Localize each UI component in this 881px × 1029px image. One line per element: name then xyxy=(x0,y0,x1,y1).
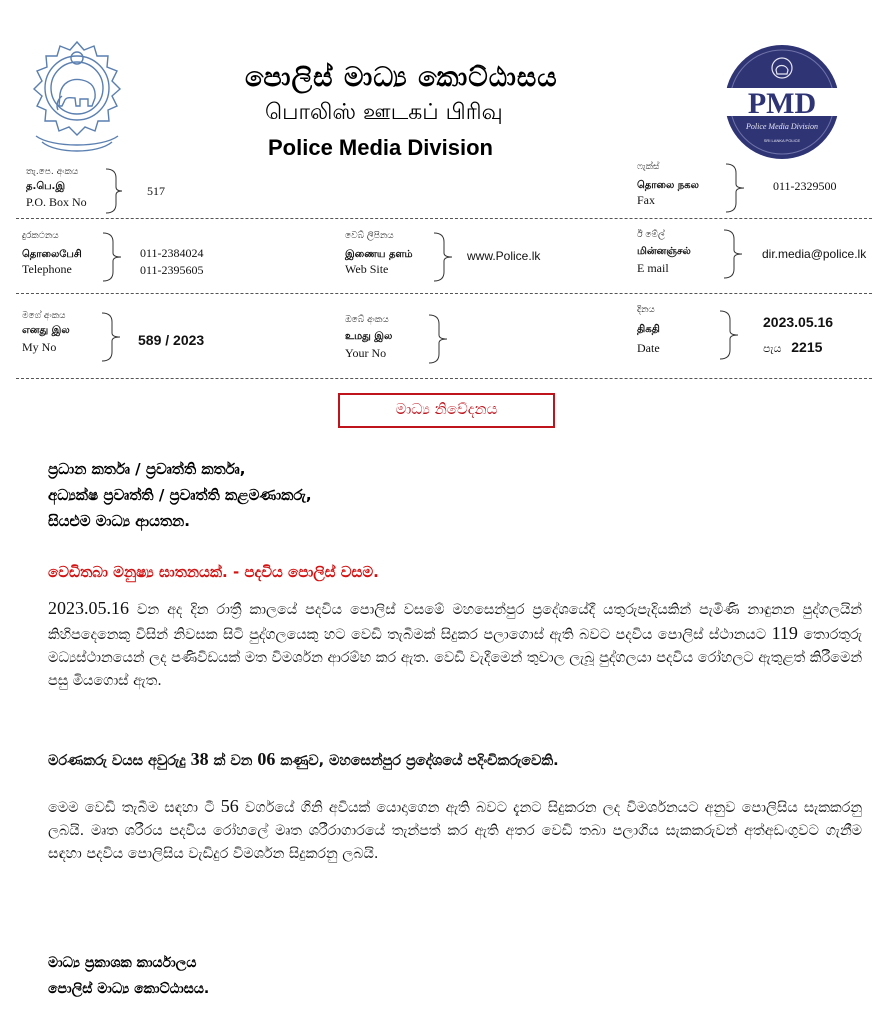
pmd-logo-text: PMD xyxy=(747,87,817,120)
website-label-ta: இணைய தளம் xyxy=(345,249,413,260)
website-field xyxy=(345,231,413,276)
brace-website xyxy=(432,232,454,282)
telephone-field xyxy=(22,231,82,276)
email-label-ta: மின்னஞ்சல் xyxy=(637,246,691,257)
paragraph-2-text-b: ක් වන xyxy=(208,753,258,769)
fax-label-ta: தொலை நகல xyxy=(637,180,699,191)
telephone-label-si: දුරකථනය xyxy=(22,231,59,241)
pmd-logo xyxy=(722,42,842,162)
your-no-label-en: Your No xyxy=(345,346,387,360)
my-no-label-ta: எனது இல xyxy=(22,325,70,336)
email-label-en: E mail xyxy=(637,261,669,275)
brace-my-no xyxy=(100,312,122,362)
victim-age: 38 xyxy=(190,749,209,769)
brace-telephone xyxy=(101,232,123,282)
fax-field xyxy=(637,162,699,207)
title-sinhala: පොලිස් මාධ්‍ය කොට්ඨාසය xyxy=(245,62,558,93)
footer-line-1: මාධ්‍ය ප්‍රකාශක කාර්යාලය xyxy=(48,955,197,971)
my-no-label-en: My No xyxy=(22,340,57,354)
notice-title: මාධ්‍ය නිවේදනය xyxy=(395,400,498,418)
date-value: 2023.05.16 xyxy=(763,314,834,330)
body-paragraph-3 xyxy=(48,795,862,866)
date-label-en: Date xyxy=(637,341,660,355)
email-field xyxy=(637,230,691,275)
telephone-label-ta: தொலைபேசி xyxy=(22,249,82,260)
time-value: 2215 xyxy=(791,339,823,355)
brace-email xyxy=(722,229,744,279)
website-label-en: Web Site xyxy=(345,262,389,276)
paragraph-2-text-a: මරණකරු වයස අවුරුදු xyxy=(48,753,191,769)
po-box-field xyxy=(26,167,87,209)
website-label-si: වෙබ් ලිපිනය xyxy=(345,231,394,241)
date-label-ta: திகதி xyxy=(637,324,660,335)
divider-3 xyxy=(16,378,872,379)
fax-label-en: Fax xyxy=(637,193,655,207)
telephone-label-en: Telephone xyxy=(22,262,72,276)
addressee-line-2: අධ්‍යක්ෂ ප්‍රවෘත්ති / ප්‍රවෘත්ති කළමණාකරු, xyxy=(48,486,312,504)
email-label-si: ඊ මේල් xyxy=(637,230,665,240)
weapon-model-number: 56 xyxy=(220,796,239,816)
po-box-label-ta: த.பெ.இ xyxy=(26,181,66,192)
telephone-value-2: 011-2395605 xyxy=(140,263,204,277)
time-field xyxy=(763,339,822,356)
paragraph-3-text-b: වර්ගයේ ගිනි අවියක් යොදාගෙන ඇති බවට දැනට සිදුකරන ලද විමර්ශනයට අනුව පොලිසිය සැකකරනු ලබයි. මෘත ශරීරය පදවිය රෝහලේ මෘත ශරීරාගාරයේ තැන්පත් කර ඇති අතර වෙඩි තබා පලාගිය සැකකරුවන් අත්අඩංගුවට ගැනීම සඳහා පදවිය පොලිසිය වැඩිදුර විමර්ශන සිදුකරනු ලබයි. xyxy=(48,800,862,862)
addressee-line-1: ප්‍රධාන කර්තෘ / ප්‍රවෘත්ති කර්තෘ, xyxy=(48,460,246,478)
telephone-value-1: 011-2384024 xyxy=(140,246,204,260)
paragraph-1-text-a: වන අද දින රාත්‍රී කාලයේ පදවිය පොලිස් වසමේ මහසෙන්පුර ප්‍රදේශයේදී යතුරුපැදියකින් පැමිණි නාඳුනන පුද්ගලයින් කිහිපදෙනෙකු විසින් නිවසක සිටි පුද්ගලයෙකු හට වෙඩි තැබීමක් සිදුකර පලාගොස් ඇති බවට පදවිය පොලිස් ස්ථානයට xyxy=(48,602,862,643)
your-no-label-si: ඔබේ අංකය xyxy=(345,315,389,325)
pmd-logo-subtext: Police Media Division xyxy=(746,122,818,131)
addressee-line-3: සියළුම මාධ්‍ය ආයතන. xyxy=(48,512,190,530)
paragraph-2-text-c: කණුව, මහසෙන්පුර ප්‍රදේශයේ පදිංචිකරුවෙකි. xyxy=(275,753,559,769)
divider-2 xyxy=(16,293,872,294)
paragraph-3-text-a: මෙම වෙඩි තැබීම සඳහා ටී xyxy=(48,800,221,816)
your-no-field xyxy=(345,315,392,360)
title-english: Police Media Division xyxy=(268,135,493,160)
email-link[interactable]: dir.media@police.lk xyxy=(762,247,867,261)
fax-label-si: ෆැක්ස් xyxy=(637,162,660,172)
body-paragraph-2 xyxy=(48,748,862,773)
my-no-field xyxy=(22,311,70,354)
paragraph-1-text-b: තොරතුරු මධ්‍යස්ථානයෙන් ලද පණිවිඩයක් මත විමර්ශන ආරම්භ කර ඇත. වෙඩි වැදීමෙන් තුවාල ලැබූ පුද්ගලයා පදවිය රෝහලට ඇතුළත් කිරීමෙන් පසු මියගොස් ඇත. xyxy=(48,627,863,689)
time-label: පැය xyxy=(763,342,782,355)
police-emblem-logo xyxy=(22,36,132,161)
my-no-label-si: මගේ අංකය xyxy=(22,311,66,321)
title-tamil: பொலிஸ் ஊடகப் பிரிவு xyxy=(265,100,503,125)
divider-1 xyxy=(16,218,872,219)
incident-date: 2023.05.16 xyxy=(48,598,129,618)
brace-po-box xyxy=(104,168,124,214)
pmd-logo-footer: SRI LANKA POLICE xyxy=(763,138,801,143)
po-box-value: 517 xyxy=(147,184,165,198)
po-box-label-si: තැ.පෙ. අංකය xyxy=(26,167,79,177)
brace-your-no xyxy=(427,314,449,364)
date-label-si: දිනය xyxy=(637,305,655,315)
fax-value: 011-2329500 xyxy=(773,179,837,193)
body-paragraph-1 xyxy=(48,597,862,693)
po-box-label-en: P.O. Box No xyxy=(26,195,87,209)
hotline-number: 119 xyxy=(771,623,798,643)
date-field xyxy=(637,305,660,355)
lane-number: 06 xyxy=(257,749,276,769)
my-no-value: 589 / 2023 xyxy=(138,332,205,348)
headline: වෙඩිතබා මනුෂ්‍ය ඝාතනයක්. - පදවිය පොලිස් වසම. xyxy=(48,563,379,581)
brace-date xyxy=(718,310,740,360)
your-no-label-ta: உமது இல xyxy=(345,331,393,342)
footer-line-2: පොලිස් මාධ්‍ය කොට්ඨාසය. xyxy=(48,981,210,997)
brace-fax xyxy=(724,163,746,213)
website-link[interactable]: www.Police.lk xyxy=(467,249,541,263)
